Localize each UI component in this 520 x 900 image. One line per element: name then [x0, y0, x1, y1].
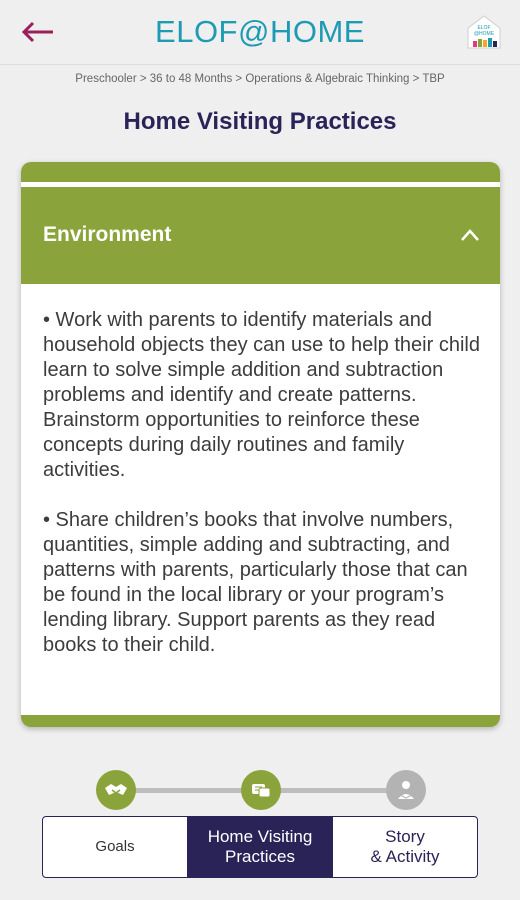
story-activity-icon: [394, 779, 418, 801]
accordion-content: [43, 308, 483, 683]
accordion-header-environment[interactable]: [21, 187, 500, 284]
practice-paragraph: • Work with parents to identify materials and household objects they can use to help their child learn to solve simple addition and subtraction problems and identify and create patterns. Brainstorm opportunities to reinforce these concepts during daily routines and family activities.: [43, 309, 480, 481]
card-bottom-bar: [21, 715, 500, 727]
tab-home-visiting-practices[interactable]: Home Visiting Practices: [187, 817, 332, 877]
page-title: Home Visiting Practices: [123, 108, 397, 135]
practice-paragraph: • Share children’s books that involve numbers, quantities, simple adding and subtracting, and patterns with parents, particularly those that can be found in the local library or your program’s lending library. Support parents as they read books to their child.: [43, 509, 468, 656]
card-top-bar: [21, 162, 500, 182]
tab-goals[interactable]: Goals: [95, 838, 135, 855]
elof-home-logo-icon[interactable]: [466, 14, 502, 50]
app-title: ELOF@HOME: [155, 14, 365, 49]
chevron-up-icon[interactable]: [460, 227, 480, 243]
step-goals[interactable]: [96, 770, 136, 810]
svg-text:ELOF: ELOF: [477, 25, 491, 31]
tab-story-activity[interactable]: Story & Activity: [332, 817, 477, 877]
app-header: [0, 0, 520, 65]
practice-card: [21, 162, 500, 727]
step-story-activity[interactable]: [386, 770, 426, 810]
section-tabs: [42, 816, 478, 878]
breadcrumb: Preschooler > 36 to 48 Months > Operations & Algebraic Thinking > TBP: [75, 73, 445, 85]
accordion-title: Environment: [43, 223, 172, 246]
step-home-visiting[interactable]: [241, 770, 281, 810]
home-visit-icon: [249, 780, 273, 800]
svg-text:@HOME: @HOME: [473, 31, 495, 37]
progress-stepper: [96, 770, 426, 810]
handshake-icon: [103, 780, 129, 800]
